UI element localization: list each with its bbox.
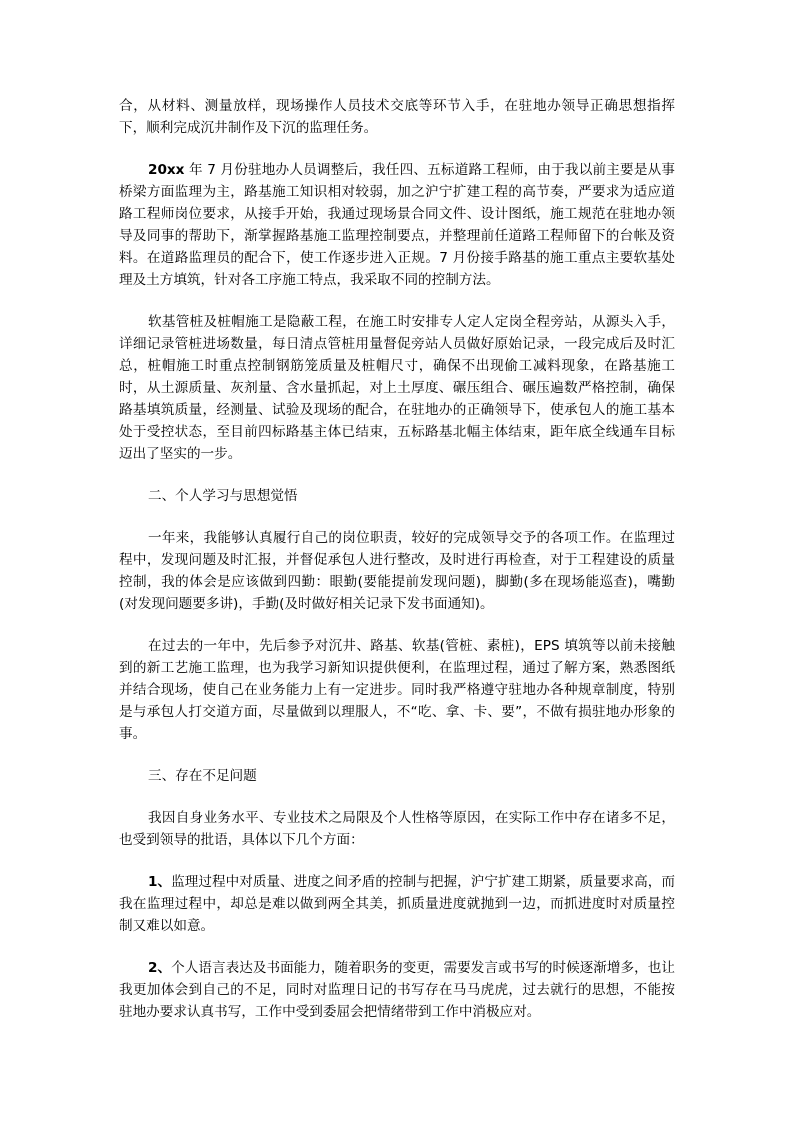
paragraph-personnel-adjustment — [119, 159, 675, 291]
paragraph-shortcomings-intro: 我因自身业务水平、专业技术之局限及个人性格等原因，在实际工作中存在诸多不足，也受到领导的批语，具体以下几个方面： — [119, 810, 675, 848]
list-item-text: 个人语言表达及书面能力，随着职务的变更，需要发言或书写的时候逐渐增多，也让我更加体会到自己的不足，同时对监理日记的书写存在马马虎虎，过去就行的思想，不能按驻地办要求认真书写，工作中受到委屈会把情绪带到工作中消极应对。 — [119, 960, 675, 1020]
list-item-2 — [119, 957, 675, 1023]
list-number: 1、 — [148, 874, 172, 890]
list-item-text: 监理过程中对质量、进度之间矛盾的控制与把握，沪宁扩建工期紧，质量要求高，而我在监理过程中，却总是难以做到两全其美，抓质量进度就抛到一边，而抓进度时对质量控制又难以如意。 — [119, 874, 675, 934]
list-item-1 — [119, 871, 675, 937]
year-label: 20xx — [148, 162, 185, 178]
paragraph-continuation: 合，从材料、测量放样，现场操作人员技术交底等环节入手，在驻地办领导正确思想指挥下，顺利完成沉井制作及下沉的监理任务。 — [119, 98, 675, 136]
paragraph-duties: 一年来，我能够认真履行自己的岗位职责，较好的完成领导交予的各项工作。在监理过程中，发现问题及时汇报，并督促承包人进行整改，及时进行再检查，对于工程建设的质量控制，我的体会是应该做到四勤：眼勤(要能提前发现问题)，脚勤(多在现场能巡查)，嘴勤(对发现问题要多讲)，手勤(及时做好相关记录下发书面通知)。 — [119, 530, 675, 612]
document-page — [119, 95, 675, 1043]
section-heading-learning: 二、个人学习与思想觉悟 — [148, 488, 298, 504]
paragraph-past-year: 在过去的一年中，先后参予对沉井、路基、软基(管桩、素桩)，EPS 填筑等以前未接触到的新工艺施工监理，也为我学习新知识提供便利，在监理过程，通过了解方案，熟悉图纸并结合现场，使自己在业务能力上有一定进步。同时我严格遵守驻地办各种规章制度，特别是与承包人打交道方面，尽量做到以理服人，不“吃、拿、卡、要”，不做有损驻地办形象的事。 — [119, 638, 675, 742]
paragraph-soft-foundation: 软基管桩及桩帽施工是隐蔽工程，在施工时安排专人定人定岗全程旁站，从源头入手，详细记录管桩进场数量，每日清点管桩用量督促旁站人员做好原始记录，一段完成后及时汇总，桩帽施工时重点控制钢筋笼质量及桩帽尺寸，确保不出现偷工减料现象，在路基施工时，从土源质量、灰剂量、含水量抓起，对上土厚度、碾压组合、碾压遍数严格控制，确保路基填筑质量，经测量、试验及现场的配合，在驻地办的正确领导下，使承包人的施工基本处于受控状态，至目前四标路基主体已结束，五标路基北幅主体结束，距年底全线通车目标迈出了坚实的一步。 — [119, 314, 675, 462]
list-number: 2、 — [148, 960, 172, 976]
section-heading-shortcomings: 三、存在不足问题 — [148, 768, 257, 784]
paragraph-text: 年 7 月份驻地办人员调整后，我任四、五标道路工程师，由于我以前主要是从事桥梁方面监理为主，路基施工知识相对较弱，加之沪宁扩建工程的高节奏，严要求为适应道路工程师岗位要求，从接手开始，我通过现场景合同文件、设计图纸，施工规范在驻地办领导及同事的帮助下，渐掌握路基施工监理控制要点，并整理前任道路工程师留下的台帐及资料。在道路监理员的配合下，使工作逐步进入正规。7 月份接手路基的施工重点主要软基处理及土方填筑，针对各工序施工特点，我采取不同的控制方法。 — [119, 162, 675, 288]
